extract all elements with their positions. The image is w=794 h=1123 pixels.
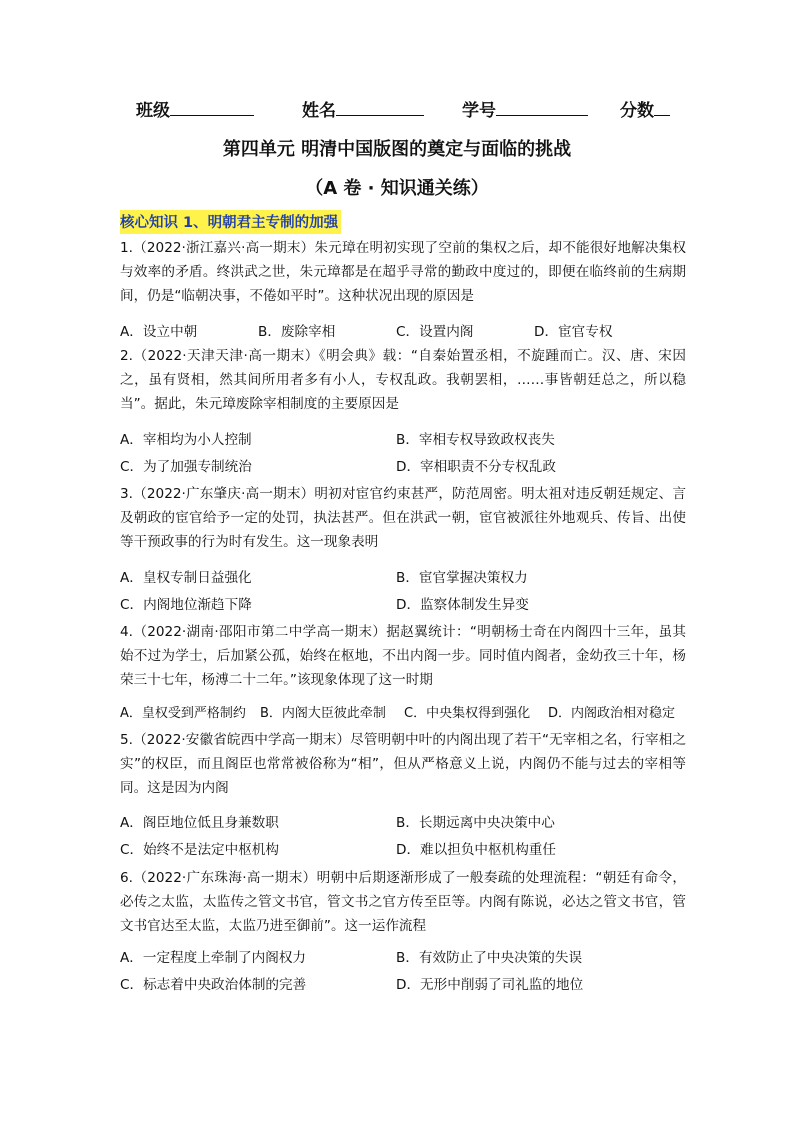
name-field	[302, 96, 424, 121]
option-b[interactable]: B．有效防止了中央决策的失误	[396, 950, 583, 966]
page-subtitle: （A 卷 · 知识通关练）	[305, 178, 489, 199]
option-d[interactable]: D．监察体制发生异变	[396, 597, 529, 613]
question-stem: 5.（2022·安徽省皖西中学高一期末）尽管明朝中叶的内阁出现了若干“无宰相之名，行宰相之实”的权臣，而且阁臣也常常被俗称为“相”，但从严格意义上说，内阁仍不能与过去的宰相等同。这是因为内阁	[120, 732, 686, 796]
option-c[interactable]: C．标志着中央政治体制的完善	[120, 977, 307, 993]
name-blank[interactable]	[336, 97, 424, 116]
number-blank[interactable]	[496, 97, 588, 116]
question-stem: 3.（2022·广东肇庆·高一期末）明初对宦官约束甚严，防范周密。明太祖对违反朝廷规定、言及朝政的宦官给予一定的处罚，执法甚严。但在洪武一朝，宦官被派往外地观兵、传旨、出使等干预政事的行为时有发生。这一现象表明	[120, 486, 686, 550]
question-1	[120, 236, 686, 308]
number-field	[462, 96, 588, 121]
question-stem: 1.（2022·浙江嘉兴·高一期末）朱元璋在明初实现了空前的集权之后，却不能很好地解决集权与效率的矛盾。终洪武之世，朱元璋都是在超乎寻常的勤政中度过的，即便在临终前的生病期间，仍是“临朝决事，不倦如平时”。这种状况出现的原因是	[120, 240, 686, 304]
question-5-options-row2	[120, 838, 690, 862]
question-2-options-row2	[120, 455, 690, 479]
question-6-options	[120, 946, 690, 970]
question-stem: 2.（2022·天津天津·高一期末）《明会典》载：“自秦始置丞相，不旋踵而亡。汉、唐、宋因之，虽有贤相，然其间所用者多有小人，专权乱政。我朝罢相，……事皆朝廷总之，所以稳当”。据此，朱元璋废除宰相制度的主要原因是	[120, 348, 686, 412]
option-d[interactable]: D．无形中削弱了司礼监的地位	[396, 977, 584, 993]
option-a[interactable]: A．设立中朝	[120, 324, 198, 340]
class-blank[interactable]	[170, 97, 254, 116]
option-b[interactable]: B．宰相专权导致政权丧失	[396, 432, 555, 448]
question-2	[120, 344, 686, 416]
question-5-options	[120, 811, 690, 835]
question-5	[120, 728, 686, 800]
option-d[interactable]: D．宦官专权	[534, 324, 613, 340]
option-d[interactable]: D．宰相职责不分专权乱政	[396, 459, 556, 475]
student-info-line	[136, 96, 696, 122]
class-label: 班级	[136, 101, 170, 121]
question-6-options-row2	[120, 973, 690, 997]
question-3-options	[120, 566, 690, 590]
option-a[interactable]: A．宰相均为小人控制	[120, 432, 252, 448]
option-b[interactable]: B．内阁大臣彼此牵制	[260, 706, 386, 721]
option-b[interactable]: B．宦官掌握决策权力	[396, 570, 528, 586]
option-b[interactable]: B．废除宰相	[258, 324, 336, 340]
question-3-options-row2	[120, 593, 690, 617]
number-label: 学号	[462, 101, 496, 121]
question-stem: 4.（2022·湖南·邵阳市第二中学高一期末）据赵翼统计：“明朝杨士奇在内阁四十三年，虽其始不过为学士，后加紧公孤，始终在枢地，不出内阁一步。同时值内阁者，金幼孜三十年，杨荣三十七年，杨溥二十二年。”该现象体现了这一时期	[120, 624, 686, 688]
option-d[interactable]: D．内阁政治相对稳定	[548, 706, 676, 721]
section-heading: 核心知识 1、明朝君主专制的加强	[120, 210, 341, 234]
question-4	[120, 620, 686, 692]
question-stem: 6.（2022·广东珠海·高一期末）明朝中后期逐渐形成了一般奏疏的处理流程：“朝廷有命令，必传之太监，太监传之管文书官，管文书之官方传至臣等。内阁有陈说，必达之管文书官，管文书官达至太监，太监乃进至御前”。这一运作流程	[120, 870, 686, 934]
option-c[interactable]: C．为了加强专制统治	[120, 459, 252, 475]
score-field	[620, 96, 670, 121]
option-c[interactable]: C．始终不是法定中枢机构	[120, 842, 280, 858]
option-a[interactable]: A．阁臣地位低且身兼数职	[120, 815, 279, 831]
option-a[interactable]: A．一定程度上牵制了内阁权力	[120, 950, 307, 966]
question-6	[120, 866, 686, 938]
option-c[interactable]: C．内阁地位渐趋下降	[120, 597, 252, 613]
option-c[interactable]: C．中央集权得到强化	[404, 706, 531, 721]
question-4-options	[120, 702, 690, 726]
option-a[interactable]: A．皇权专制日益强化	[120, 570, 252, 586]
option-a[interactable]: A．皇权受到严格制约	[120, 706, 246, 721]
question-2-options	[120, 428, 690, 452]
question-1-options	[120, 320, 690, 344]
option-c[interactable]: C．设置内阁	[396, 324, 474, 340]
score-blank[interactable]	[654, 97, 670, 116]
page-title: 第四单元 明清中国版图的奠定与面临的挑战	[222, 139, 572, 160]
option-b[interactable]: B．长期远离中央决策中心	[396, 815, 555, 831]
question-3	[120, 482, 686, 554]
class-field	[136, 96, 254, 121]
option-d[interactable]: D．难以担负中枢机构重任	[396, 842, 556, 858]
score-label: 分数	[620, 101, 654, 121]
name-label: 姓名	[302, 101, 336, 121]
